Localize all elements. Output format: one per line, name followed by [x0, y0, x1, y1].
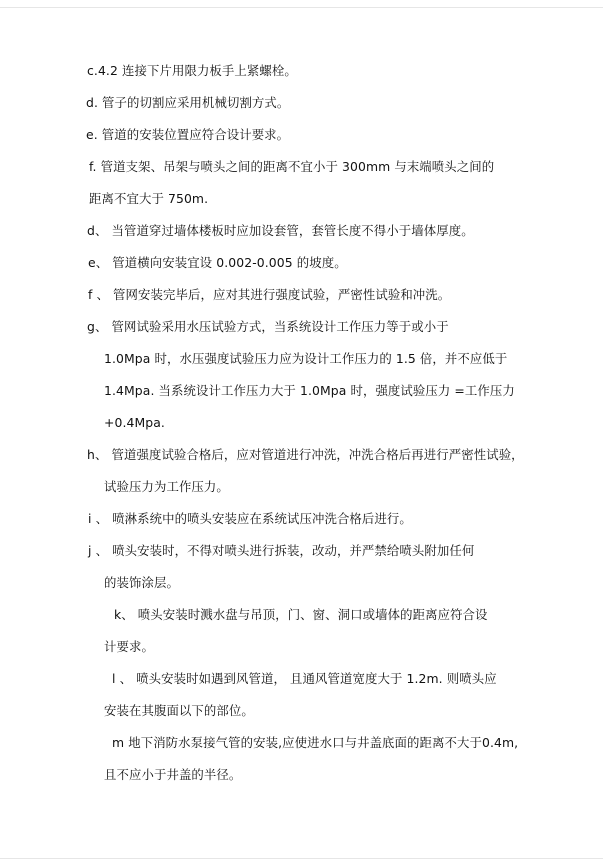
text-line-k-deflector: k、 喷头安装时溅水盘与吊顶，门、窗、洞口或墙体的距离应符合设	[114, 607, 488, 622]
text-line-m-pump: m 地下消防水泵接气管的安装,应使进水口与井盖底面的距离不大于0.4m,	[112, 735, 519, 750]
text-line-f-support: f. 管道支架、吊架与喷头之间的距离不宜小于 300mm 与末端喷头之间的	[89, 159, 495, 174]
text-line-c42: c.4.2 连接下片用限力板手上紧螺栓。	[87, 63, 297, 78]
page-bottom-border	[0, 858, 603, 859]
text-line-g-cont-2: 1.4Mpa. 当系统设计工作压力大于 1.0Mpa 时，强度试验压力 =工作压力	[104, 383, 515, 398]
text-line-f-test: f 、 管网安装完毕后，应对其进行强度试验，严密性试验和冲洗。	[88, 287, 451, 302]
text-line-g-pressure: g、 管网试验采用水压试验方式，当系统设计工作压力等于或小于	[87, 319, 449, 334]
text-line-g-cont-1: 1.0Mpa 时，水压强度试验压力应为设计工作压力的 1.5 倍，并不应低于	[104, 351, 508, 366]
text-line-k-cont: 计要求。	[104, 639, 154, 654]
text-line-l-cont: 安装在其腹面以下的部位。	[104, 703, 254, 718]
text-line-j-install: j 、 喷头安装时，不得对喷头进行拆装，改动，并严禁给喷头附加任何	[88, 543, 475, 558]
text-line-h-cont: 试验压力为工作压力。	[104, 479, 229, 494]
text-line-f-distance: 距离不宜大于 750m.	[89, 191, 209, 206]
text-line-d-sleeve: d、 当管道穿过墙体楼板时应加设套管，套管长度不得小于墙体厚度。	[87, 223, 474, 238]
text-line-e-position: e. 管道的安装位置应符合设计要求。	[86, 127, 290, 142]
page-top-border	[0, 7, 603, 8]
text-line-l-duct: l 、 喷头安装时如遇到风管道， 且通风管道宽度大于 1.2m. 则喷头应	[112, 671, 497, 686]
text-line-m-cont: 且不应小于井盖的半径。	[104, 767, 242, 782]
text-line-g-cont-3: +0.4Mpa.	[104, 415, 165, 430]
text-line-j-cont: 的装饰涂层。	[104, 575, 179, 590]
text-line-e-slope: e、 管道横向安装宜设 0.002-0.005 的坡度。	[88, 255, 347, 270]
text-line-d-cutting: d. 管子的切割应采用机械切割方式。	[86, 95, 290, 110]
text-line-i-sprinkler: i 、 喷淋系统中的喷头安装应在系统试压冲洗合格后进行。	[88, 511, 412, 526]
text-line-h-flush: h、 管道强度试验合格后，应对管道进行冲洗，冲洗合格后再进行严密性试验，	[87, 447, 524, 462]
